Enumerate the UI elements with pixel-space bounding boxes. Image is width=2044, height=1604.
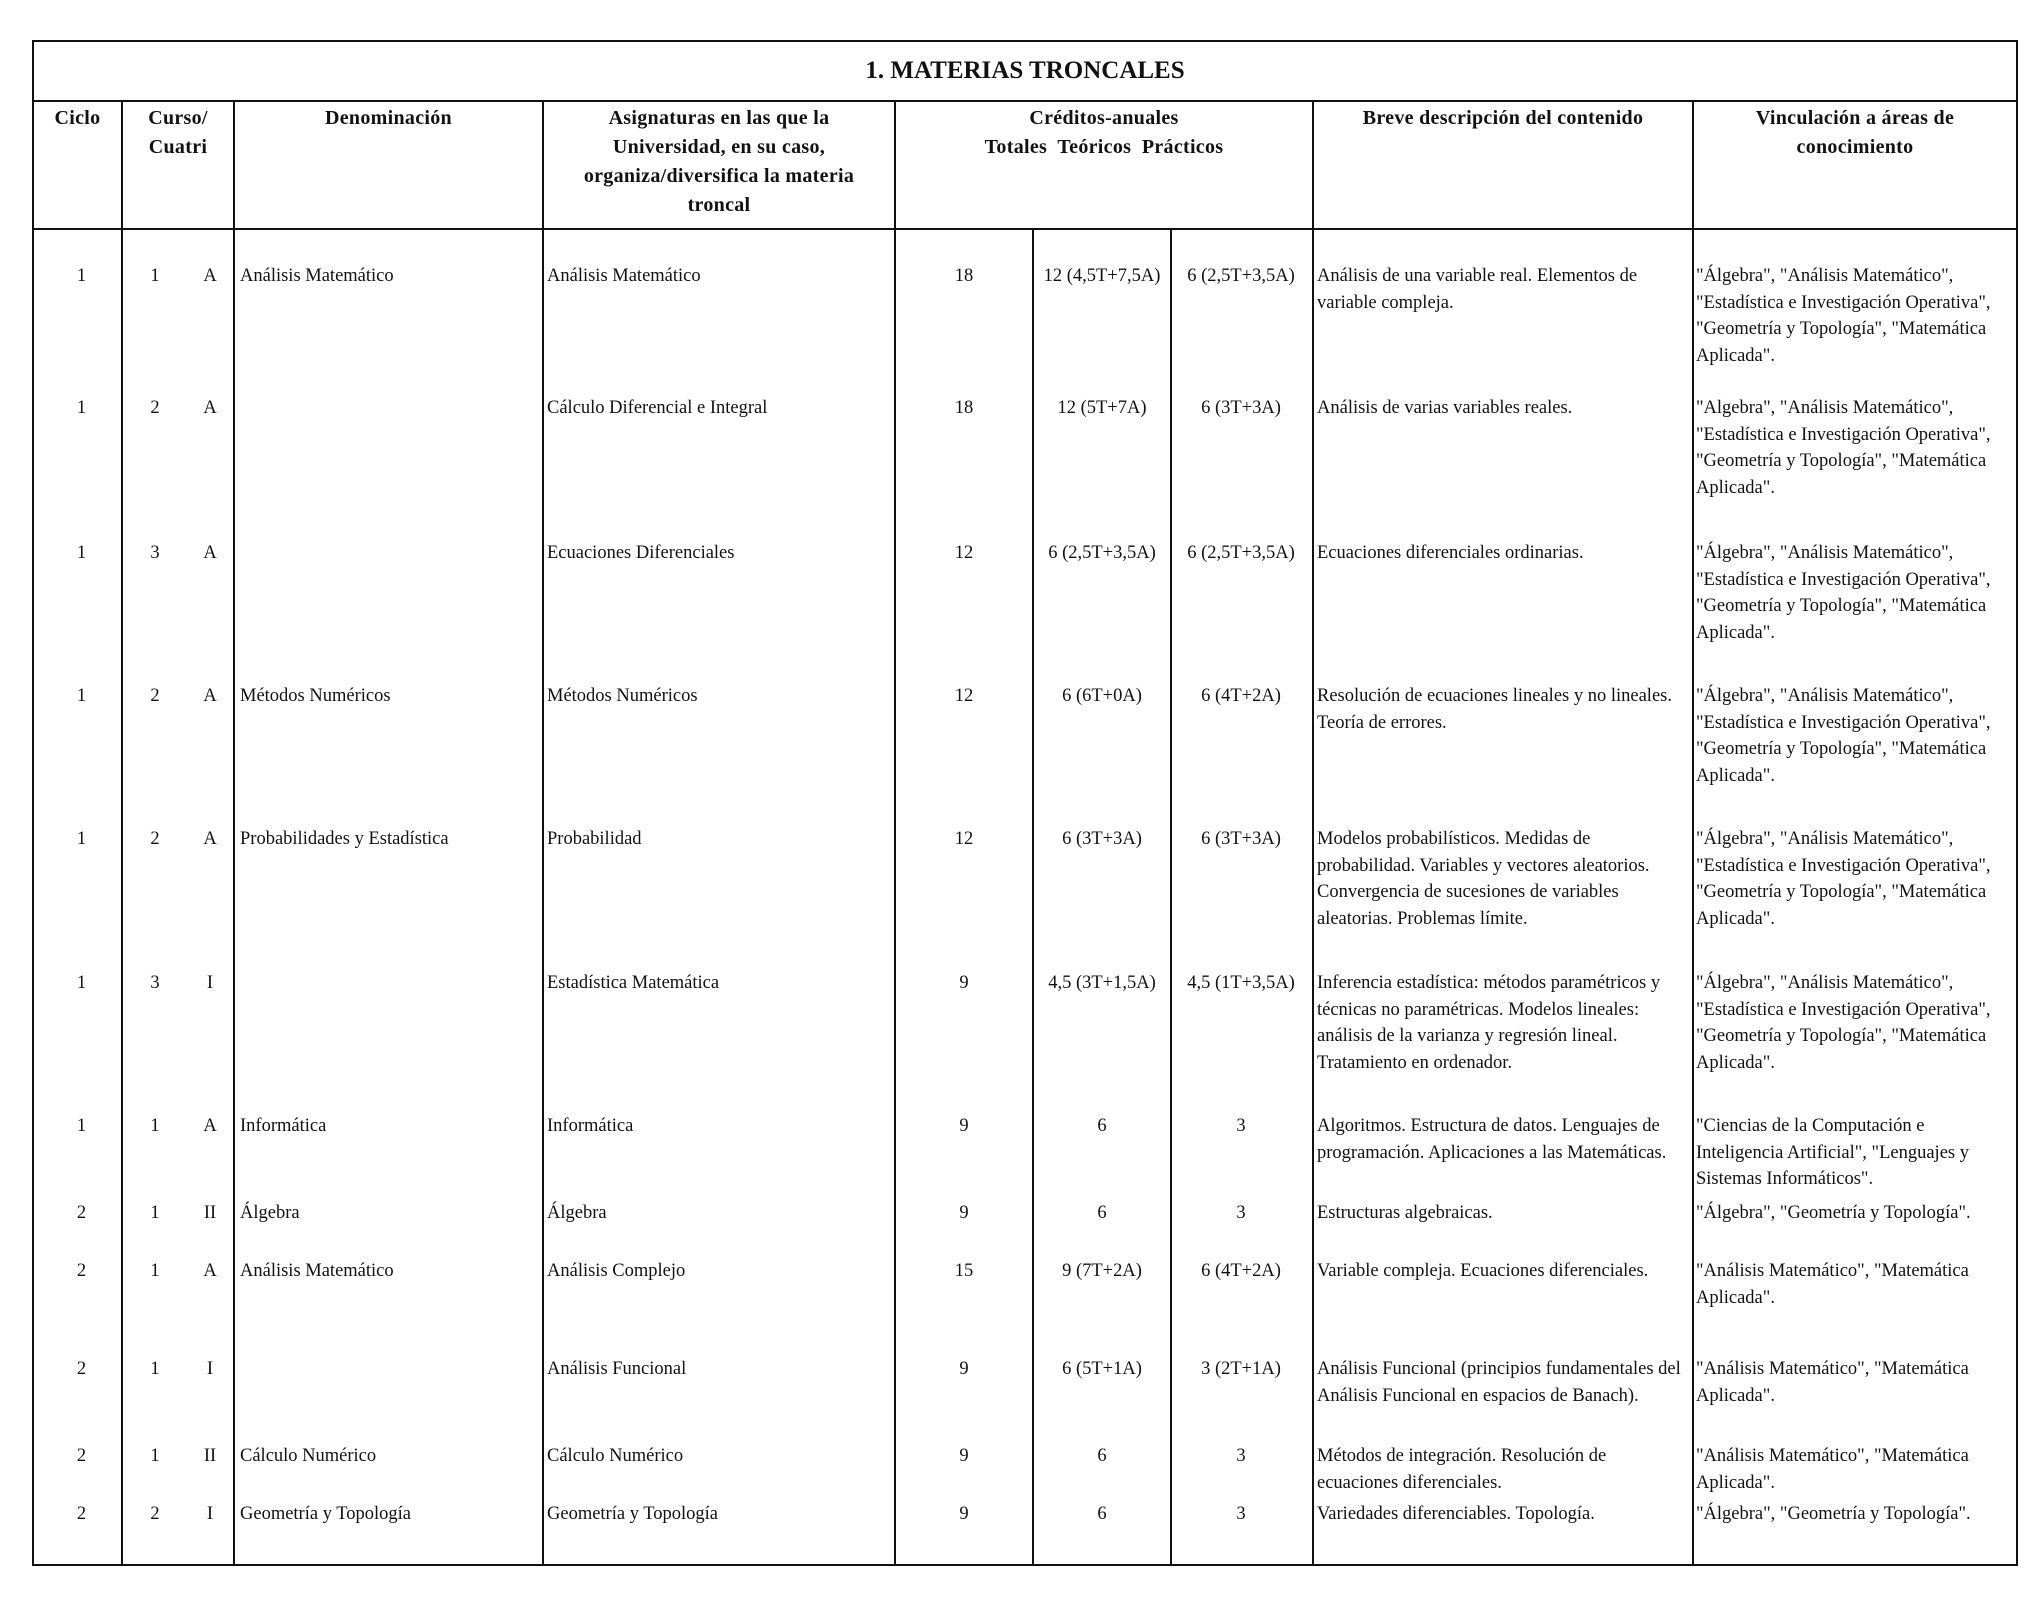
cell-vinculacion: "Análisis Matemático", "Matemática Aplicada". [1696,1446,1969,1493]
cell-vinculacion: "Algebra", "Análisis Matemático", "Estadística e Investigación Operativa", "Geometría y Topología", "Matemática Aplicada". [1696,398,1991,498]
cell-curso: 3 [150,973,160,993]
header-ciclo: Ciclo [54,107,101,129]
cell-denominacion: Análisis Matemático [240,1261,394,1281]
cell-cuatri: A [203,829,217,849]
header-descripcion: Breve descripción del contenido [1362,107,1644,129]
cell-ciclo: 1 [76,686,87,706]
cell-descripcion: Resolución de ecuaciones lineales y no lineales. Teoría de errores. [1317,686,1672,733]
header-creditos-sub: Totales Teóricos Prácticos [984,136,1224,158]
cell-asignatura: Informática [547,1116,634,1136]
cell-curso: 1 [150,1261,160,1281]
cell-practicos: 3 [1236,1116,1246,1136]
cell-cuatri: II [203,1203,217,1223]
cell-totales: 12 [954,543,974,563]
col-divider [1692,102,1694,1566]
cell-practicos: 6 (2,5T+3,5A) [1187,543,1295,563]
cell-ciclo: 1 [76,543,87,563]
cell-descripcion: Modelos probabilísticos. Medidas de probabilidad. Variables y vectores aleatorios. Convergencia de sucesiones de variables aleatorias. Problemas límite. [1317,829,1650,929]
cell-cuatri: A [203,1261,217,1281]
cell-ciclo: 2 [76,1203,87,1223]
cell-practicos: 6 (4T+2A) [1201,1261,1281,1281]
cell-practicos: 3 [1236,1446,1246,1466]
cell-curso: 1 [150,1203,160,1223]
cell-descripcion: Métodos de integración. Resolución de ecuaciones diferenciales. [1317,1446,1607,1493]
cell-teoricos: 6 (3T+3A) [1062,829,1142,849]
cell-teoricos: 9 (7T+2A) [1062,1261,1142,1281]
table-title: 1. MATERIAS TRONCALES [32,40,2018,102]
cell-teoricos: 6 [1097,1116,1107,1136]
cell-teoricos: 6 (6T+0A) [1062,686,1142,706]
cell-practicos: 6 (3T+3A) [1201,398,1281,418]
cell-asignatura: Probabilidad [547,829,642,849]
header-curso [123,104,233,162]
cell-teoricos: 12 (4,5T+7,5A) [1043,266,1161,286]
cell-descripcion: Variable compleja. Ecuaciones diferenciales. [1317,1261,1649,1281]
cell-curso: 1 [150,1446,160,1466]
cell-denominacion: Informática [240,1116,327,1136]
cell-cuatri: I [206,1504,214,1524]
cell-cuatri: I [206,973,214,993]
cell-totales: 18 [954,266,974,286]
cell-curso: 1 [150,1359,160,1379]
cell-curso: 3 [150,543,160,563]
cell-teoricos: 4,5 (3T+1,5A) [1048,973,1156,993]
cell-descripcion: Ecuaciones diferenciales ordinarias. [1317,543,1584,563]
cell-teoricos: 6 [1097,1203,1107,1223]
cell-descripcion: Estructuras algebraicas. [1317,1203,1493,1223]
cell-denominacion: Álgebra [240,1203,300,1223]
cell-teoricos: 6 [1097,1504,1107,1524]
cell-curso: 2 [150,1504,160,1524]
cell-cuatri: A [203,1116,217,1136]
cell-totales: 9 [959,1203,969,1223]
cell-asignatura: Geometría y Topología [547,1504,718,1524]
cell-practicos: 4,5 (1T+3,5A) [1187,973,1295,993]
cell-ciclo: 1 [76,1116,87,1136]
cell-ciclo: 1 [76,829,87,849]
cell-curso: 1 [150,1116,160,1136]
cell-totales: 9 [959,1504,969,1524]
cell-cuatri: II [203,1446,217,1466]
cell-teoricos: 6 (2,5T+3,5A) [1048,543,1156,563]
cell-descripcion: Algoritmos. Estructura de datos. Lenguajes de programación. Aplicaciones a las Matemáticas. [1317,1116,1667,1163]
cell-totales: 18 [954,398,974,418]
header-divider [32,228,2018,230]
cell-ciclo: 2 [76,1359,87,1379]
col-divider [542,102,544,1566]
cell-descripcion: Variedades diferenciables. Topología. [1317,1504,1595,1524]
cell-cuatri: A [203,266,217,286]
cell-practicos: 6 (4T+2A) [1201,686,1281,706]
cell-teoricos: 6 (5T+1A) [1062,1359,1142,1379]
cell-cuatri: A [203,543,217,563]
cell-practicos: 3 (2T+1A) [1201,1359,1281,1379]
cell-descripcion: Análisis de una variable real. Elementos de variable compleja. [1317,266,1638,313]
cell-totales: 12 [954,686,974,706]
cell-asignatura: Análisis Matemático [547,266,701,286]
cell-denominacion: Probabilidades y Estadística [240,829,449,849]
cell-totales: 15 [954,1261,974,1281]
cell-totales: 9 [959,973,969,993]
header-asignaturas: Asignaturas en las que la Universidad, en su caso, organiza/diversifica la materia troncal [583,107,855,216]
cell-asignatura: Estadística Matemática [547,973,720,993]
cell-ciclo: 1 [76,973,87,993]
cell-denominacion: Análisis Matemático [240,266,394,286]
cell-practicos: 6 (3T+3A) [1201,829,1281,849]
cell-descripcion: Análisis Funcional (principios fundamentales del Análisis Funcional en espacios de Banach). [1317,1359,1681,1406]
cell-denominacion: Cálculo Numérico [240,1446,377,1466]
cell-vinculacion: "Análisis Matemático", "Matemática Aplicada". [1696,1261,1969,1308]
cell-ciclo: 2 [76,1446,87,1466]
cell-asignatura: Álgebra [547,1203,607,1223]
cell-vinculacion: "Álgebra", "Análisis Matemático", "Estadística e Investigación Operativa", "Geometría y Topología", "Matemática Aplicada". [1696,686,1991,786]
cell-vinculacion: "Análisis Matemático", "Matemática Aplicada". [1696,1359,1969,1406]
header-curso-line2: Cuatri [148,136,208,158]
cell-vinculacion: "Álgebra", "Análisis Matemático", "Estadística e Investigación Operativa", "Geometría y Topología", "Matemática Aplicada". [1696,829,1991,929]
cell-totales: 9 [959,1116,969,1136]
cell-asignatura: Análisis Funcional [547,1359,687,1379]
cell-ciclo: 2 [76,1261,87,1281]
cell-vinculacion: "Álgebra", "Análisis Matemático", "Estadística e Investigación Operativa", "Geometría y Topología", "Matemática Aplicada". [1696,543,1991,643]
cell-vinculacion: "Álgebra", "Análisis Matemático", "Estadística e Investigación Operativa", "Geometría y Topología", "Matemática Aplicada". [1696,266,1991,366]
cell-totales: 12 [954,829,974,849]
cell-cuatri: I [206,1359,214,1379]
cell-asignatura: Ecuaciones Diferenciales [547,543,735,563]
cell-practicos: 3 [1236,1504,1246,1524]
cell-curso: 2 [150,829,160,849]
cell-cuatri: A [203,686,217,706]
cell-asignatura: Cálculo Diferencial e Integral [547,398,768,418]
cell-practicos: 6 (2,5T+3,5A) [1187,266,1295,286]
cell-denominacion: Geometría y Topología [240,1504,411,1524]
cell-totales: 9 [959,1446,969,1466]
cell-cuatri: A [203,398,217,418]
cell-teoricos: 12 (5T+7A) [1057,398,1147,418]
col-divider [233,102,235,1566]
cell-teoricos: 6 [1097,1446,1107,1466]
cell-vinculacion: "Álgebra", "Geometría y Topología". [1696,1203,1971,1223]
cell-ciclo: 1 [76,266,87,286]
cell-ciclo: 2 [76,1504,87,1524]
col-divider [1312,102,1314,1566]
col-divider [894,102,896,1566]
header-vinculacion: Vinculación a áreas de conocimiento [1755,107,1955,158]
cell-curso: 1 [150,266,160,286]
cell-denominacion: Métodos Numéricos [240,686,391,706]
cell-asignatura: Métodos Numéricos [547,686,698,706]
cell-vinculacion: "Ciencias de la Computación e Inteligencia Artificial", "Lenguajes y Sistemas Informáticos". [1696,1116,1969,1189]
cell-vinculacion: "Álgebra", "Análisis Matemático", "Estadística e Investigación Operativa", "Geometría y Topología", "Matemática Aplicada". [1696,973,1991,1073]
cell-asignatura: Cálculo Numérico [547,1446,684,1466]
header-denominacion: Denominación [325,107,452,129]
cell-vinculacion: "Álgebra", "Geometría y Topología". [1696,1504,1971,1524]
cell-descripcion: Inferencia estadística: métodos paramétricos y técnicas no paramétricas. Modelos lineales: análisis de la varianza y regresión lineal. Tratamiento en ordenador. [1317,973,1661,1073]
cell-totales: 9 [959,1359,969,1379]
cell-ciclo: 1 [76,398,87,418]
header-curso-line1: Curso/ [148,107,208,129]
header-creditos: Créditos-anuales [1029,107,1179,129]
cell-curso: 2 [150,398,160,418]
cell-curso: 2 [150,686,160,706]
cell-practicos: 3 [1236,1203,1246,1223]
cell-asignatura: Análisis Complejo [547,1261,686,1281]
cell-descripcion: Análisis de varias variables reales. [1317,398,1573,418]
